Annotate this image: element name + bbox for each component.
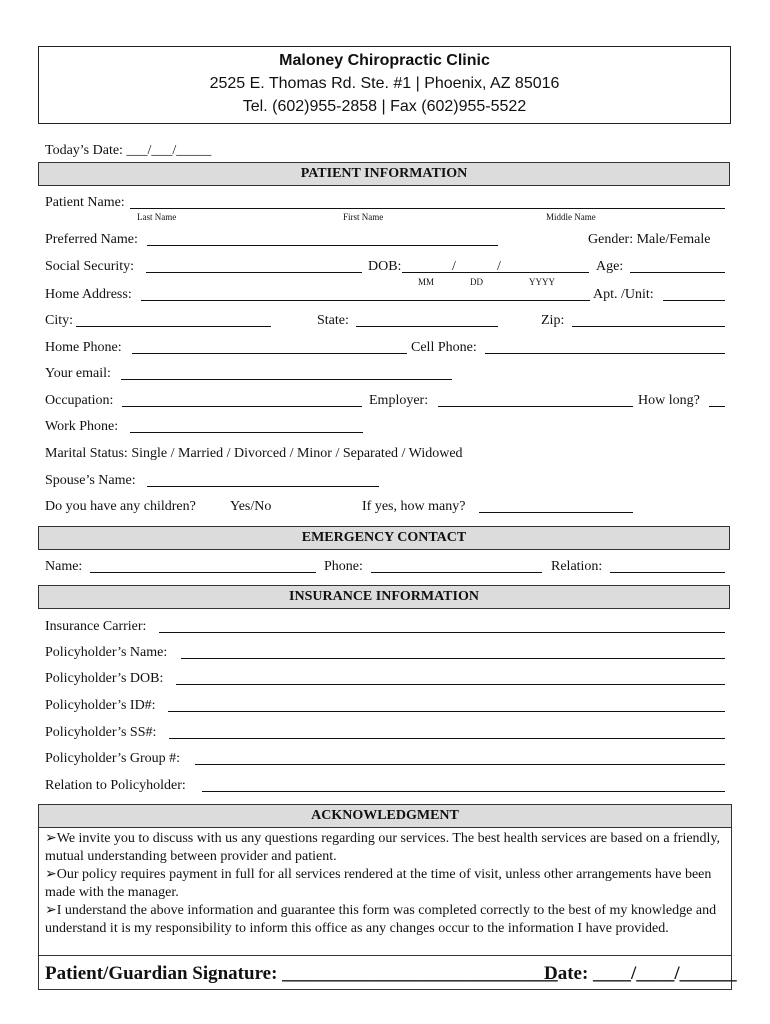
policyholder-group-line[interactable]: [195, 764, 725, 765]
home-phone-label: Home Phone:: [45, 340, 122, 355]
occupation-label: Occupation:: [45, 393, 114, 408]
how-many-label: If yes, how many?: [362, 499, 466, 514]
dob-slash-2: /: [497, 259, 501, 274]
email-label: Your email:: [45, 366, 111, 381]
apt-unit-line[interactable]: [663, 300, 725, 301]
spouse-name-line[interactable]: [147, 486, 379, 487]
social-security-line[interactable]: [146, 272, 362, 273]
todays-date-field[interactable]: Today’s Date: ___/___/_____: [45, 143, 212, 158]
first-name-caption: First Name: [343, 212, 384, 222]
signature-field[interactable]: Patient/Guardian Signature: _____________________________: [45, 963, 558, 984]
section-insurance-information: INSURANCE INFORMATION: [38, 585, 730, 609]
section-acknowledgment: ACKNOWLEDGMENT: [39, 805, 731, 828]
home-phone-line[interactable]: [132, 353, 407, 354]
cell-phone-line[interactable]: [485, 353, 725, 354]
policyholder-dob-line[interactable]: [176, 684, 725, 685]
children-label: Do you have any children?: [45, 499, 196, 514]
policyholder-id-line[interactable]: [168, 711, 725, 712]
emergency-phone-label: Phone:: [324, 559, 363, 574]
patient-name-label: Patient Name:: [45, 195, 125, 210]
last-name-caption: Last Name: [137, 212, 177, 222]
state-line[interactable]: [356, 326, 498, 327]
policyholder-group-label: Policyholder’s Group #:: [45, 751, 181, 766]
policyholder-name-label: Policyholder’s Name:: [45, 645, 168, 660]
age-line[interactable]: [630, 272, 725, 273]
email-line[interactable]: [121, 379, 452, 380]
clinic-phones: Tel. (602)955-2858 | Fax (602)955-5522: [242, 98, 527, 115]
work-phone-line[interactable]: [130, 432, 363, 433]
signature-date-field[interactable]: Date: ____/____/______: [544, 963, 737, 984]
preferred-name-line[interactable]: [147, 245, 498, 246]
home-address-line[interactable]: [141, 300, 590, 301]
acknowledgment-item-payment: ➢Our policy requires payment in full for all services rendered at the time of visit, unless other arrangements have been made with the manager.: [45, 867, 712, 900]
policyholder-id-label: Policyholder’s ID#:: [45, 698, 156, 713]
occupation-line[interactable]: [122, 406, 362, 407]
marital-status-field[interactable]: Marital Status: Single / Married / Divorced / Minor / Separated / Widowed: [45, 446, 463, 461]
preferred-name-label: Preferred Name:: [45, 232, 138, 247]
patient-name-line[interactable]: [130, 208, 725, 209]
children-yes-no[interactable]: Yes/No: [230, 499, 272, 514]
state-label: State:: [317, 313, 349, 328]
dob-yyyy-caption: YYYY: [529, 277, 555, 287]
city-line[interactable]: [76, 326, 271, 327]
relation-to-policyholder-label: Relation to Policyholder:: [45, 778, 186, 793]
spouse-name-label: Spouse’s Name:: [45, 473, 136, 488]
emergency-name-line[interactable]: [90, 572, 316, 573]
how-many-line[interactable]: [479, 512, 633, 513]
emergency-phone-line[interactable]: [371, 572, 542, 573]
gender-field[interactable]: Gender: Male/Female: [588, 232, 711, 247]
employer-label: Employer:: [369, 393, 429, 408]
zip-line[interactable]: [572, 326, 725, 327]
home-address-label: Home Address:: [45, 287, 132, 302]
dob-label: DOB:: [368, 259, 402, 274]
middle-name-caption: Middle Name: [546, 212, 596, 222]
dob-mm-caption: MM: [418, 277, 435, 287]
age-label: Age:: [596, 259, 624, 274]
how-long-line[interactable]: [709, 406, 725, 407]
employer-line[interactable]: [438, 406, 633, 407]
insurance-carrier-label: Insurance Carrier:: [45, 619, 147, 634]
city-label: City:: [45, 313, 74, 328]
zip-label: Zip:: [541, 313, 565, 328]
clinic-name: Maloney Chiropractic Clinic: [279, 52, 490, 69]
dob-line[interactable]: [402, 272, 589, 273]
dob-dd-caption: DD: [470, 277, 483, 287]
insurance-carrier-line[interactable]: [159, 632, 725, 633]
clinic-address: 2525 E. Thomas Rd. Ste. #1 | Phoenix, AZ 85016: [209, 75, 560, 92]
section-patient-information: PATIENT INFORMATION: [38, 162, 730, 186]
policyholder-ss-label: Policyholder’s SS#:: [45, 725, 157, 740]
emergency-relation-label: Relation:: [551, 559, 603, 574]
emergency-name-label: Name:: [45, 559, 83, 574]
policyholder-dob-label: Policyholder’s DOB:: [45, 671, 164, 686]
work-phone-label: Work Phone:: [45, 419, 119, 434]
acknowledgment-item-discuss: ➢We invite you to discuss with us any questions regarding our services. The best health services are based on a friendly, mutual understanding between provider and patient.: [45, 831, 721, 864]
apt-unit-label: Apt. /Unit:: [593, 287, 654, 302]
dob-slash-1: /: [452, 259, 456, 274]
emergency-relation-line[interactable]: [610, 572, 725, 573]
social-security-label: Social Security:: [45, 259, 135, 274]
relation-to-policyholder-line[interactable]: [202, 791, 725, 792]
how-long-label: How long?: [638, 393, 700, 408]
cell-phone-label: Cell Phone:: [411, 340, 477, 355]
clinic-header: [38, 46, 731, 124]
acknowledgment-box: [38, 804, 737, 990]
section-emergency-contact: EMERGENCY CONTACT: [38, 526, 730, 550]
policyholder-name-line[interactable]: [181, 658, 725, 659]
acknowledgment-item-accuracy: ➢I understand the above information and guarantee this form was completed correctly to the best of my knowledge and understand it is my responsibility to inform this office as any changes occur to the information I have provided.: [45, 903, 717, 936]
policyholder-ss-line[interactable]: [169, 738, 725, 739]
acknowledgment-text: [45, 830, 725, 938]
signature-divider: [39, 955, 731, 956]
